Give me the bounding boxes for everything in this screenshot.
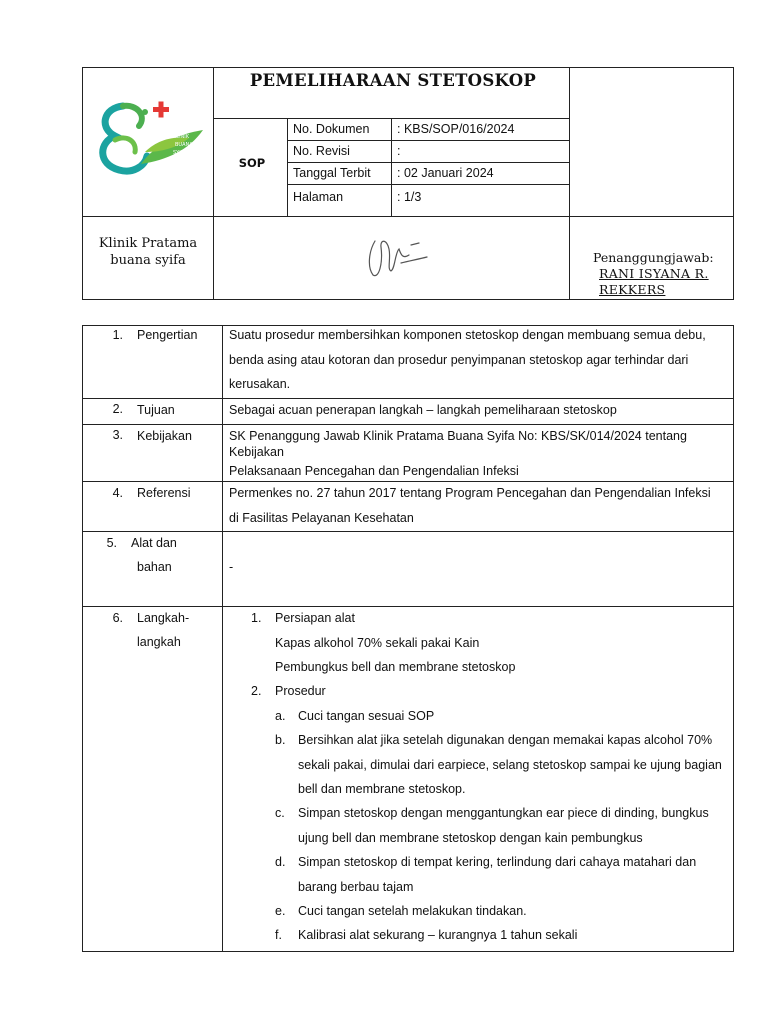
meta-label-document-no: No. Dokumen	[293, 122, 370, 136]
sop-label: SOP	[238, 156, 266, 170]
section-number-alat: 5.	[106, 536, 117, 550]
section-label-kebijakan: Kebijakan	[137, 429, 192, 443]
pengertian-line-3: kerusakan.	[229, 377, 291, 391]
substep-f	[298, 923, 727, 948]
document-header	[82, 67, 734, 300]
step-1-line-2: Pembungkus bell dan membrane stetoskop	[275, 660, 516, 674]
substep-letter-f: f.	[275, 928, 282, 942]
meta-value-issue-date: : 02 Januari 2024	[397, 166, 494, 180]
step-number-2: 2.	[251, 684, 262, 698]
substep-a-line-1: Cuci tangan sesuai SOP	[298, 709, 435, 723]
kebijakan-line-2: Kebijakan	[229, 445, 284, 459]
substep-c-line-2: ujung bell dan membrane stetoskop dengan kain pembungkus	[298, 830, 643, 845]
step-number-1: 1.	[251, 611, 262, 625]
substep-b	[298, 728, 727, 802]
clinic-name-line1: Klinik Pratama	[98, 236, 198, 251]
meta-value-revision: :	[397, 144, 401, 158]
section-label-langkah-2: langkah	[137, 635, 181, 649]
substep-e	[298, 899, 727, 924]
pengertian-line-2: benda asing atau kotoran dan prosedur penyimpanan stetoskop agar terhindar dari	[229, 352, 689, 367]
step-2-title: Prosedur	[275, 684, 326, 698]
section-label-alat-2: bahan	[137, 560, 172, 574]
clinic-logo-graphic	[93, 94, 205, 180]
substep-b-line-3: bell dan membrane stetoskop.	[298, 782, 466, 796]
substep-d	[298, 850, 727, 899]
section-number-kebijakan: 3.	[112, 428, 123, 442]
step-1-title: Persiapan alat	[275, 611, 355, 625]
section-number-tujuan: 2.	[112, 402, 123, 416]
kebijakan-line-3: Pelaksanaan Pencegahan dan Pengendalian Infeksi	[229, 464, 519, 478]
referensi-line-1: Permenkes no. 27 tahun 2017 tentang Program Pencegahan dan Pengendalian Infeksi	[229, 486, 711, 500]
referensi-line-2: di Fasilitas Pelayanan Kesehatan	[229, 510, 414, 525]
substep-letter-c: c.	[275, 806, 285, 820]
substep-a	[298, 704, 727, 729]
sop-content-table	[82, 325, 734, 952]
responsible-label: Penanggungjawab:	[593, 250, 714, 265]
substep-b-line-1: Bersihkan alat jika setelah digunakan dengan memakai kapas alcohol 70%	[298, 733, 713, 747]
substep-f-line-1: Kalibrasi alat sekurang – kurangnya 1 tahun sekali	[298, 928, 578, 942]
section-text-kebijakan	[229, 428, 727, 479]
meta-label-revision: No. Revisi	[293, 144, 350, 158]
document-title: PEMELIHARAAN STETOSKOP	[249, 71, 537, 90]
meta-value-document-no: : KBS/SOP/016/2024	[397, 122, 515, 136]
meta-label-issue-date: Tanggal Terbit	[293, 166, 371, 180]
section-text-alat: -	[229, 560, 234, 574]
logo-text-2: BUANA	[175, 142, 193, 148]
section-label-langkah-1: Langkah-	[137, 611, 190, 625]
section-text-pengertian	[229, 323, 727, 397]
clinic-name	[83, 235, 213, 269]
clinic-logo	[93, 94, 205, 180]
kebijakan-line-1: SK Penanggung Jawab Klinik Pratama Buana Syifa No: KBS/SK/014/2024 tentang	[229, 429, 687, 443]
section-label-alat-1: Alat dan	[131, 536, 177, 550]
signature	[361, 233, 431, 281]
substep-letter-e: e.	[275, 904, 286, 918]
meta-label-page: Halaman	[293, 190, 344, 204]
substep-e-line-1: Cuci tangan setelah melakukan tindakan.	[298, 904, 527, 918]
responsible-name-line2: REKKERS	[599, 282, 666, 297]
responsible-name	[599, 266, 709, 298]
section-text-referensi	[229, 481, 727, 530]
section-label-tujuan: Tujuan	[137, 403, 175, 417]
substep-letter-b: b.	[275, 733, 286, 747]
responsible-name-line1: RANI ISYANA R.	[599, 266, 709, 281]
logo-text-1: KLINIK	[173, 134, 190, 140]
substep-c-line-1: Simpan stetoskop dengan menggantungkan ear piece di dinding, bungkus	[298, 806, 709, 820]
meta-value-page: : 1/3	[397, 190, 422, 204]
substep-d-line-1: Simpan stetoskop di tempat kering, terlindung dari cahaya matahari dan	[298, 855, 697, 869]
section-text-tujuan: Sebagai acuan penerapan langkah – langkah pemeliharaan stetoskop	[229, 403, 617, 417]
section-label-referensi: Referensi	[137, 486, 191, 500]
pengertian-line-1: Suatu prosedur membersihkan komponen stetoskop dengan membuang semua debu,	[229, 328, 706, 342]
substep-letter-d: d.	[275, 855, 286, 869]
step-1	[275, 606, 715, 680]
logo-text-3: SYIFA	[173, 150, 187, 156]
section-number-referensi: 4.	[112, 486, 123, 500]
section-number-pengertian: 1.	[112, 328, 123, 342]
substep-c	[298, 801, 727, 850]
clinic-name-line2: buana syifa	[110, 253, 186, 268]
step-1-line-1: Kapas alkohol 70% sekali pakai Kain	[275, 635, 480, 650]
substep-d-line-2: barang berbau tajam	[298, 879, 414, 894]
section-label-pengertian: Pengertian	[137, 328, 198, 342]
section-number-langkah: 6.	[112, 611, 123, 625]
substep-b-line-2: sekali pakai, dimulai dari earpiece, selang stetoskop sampai ke ujung bagian	[298, 757, 722, 772]
substep-letter-a: a.	[275, 709, 286, 723]
